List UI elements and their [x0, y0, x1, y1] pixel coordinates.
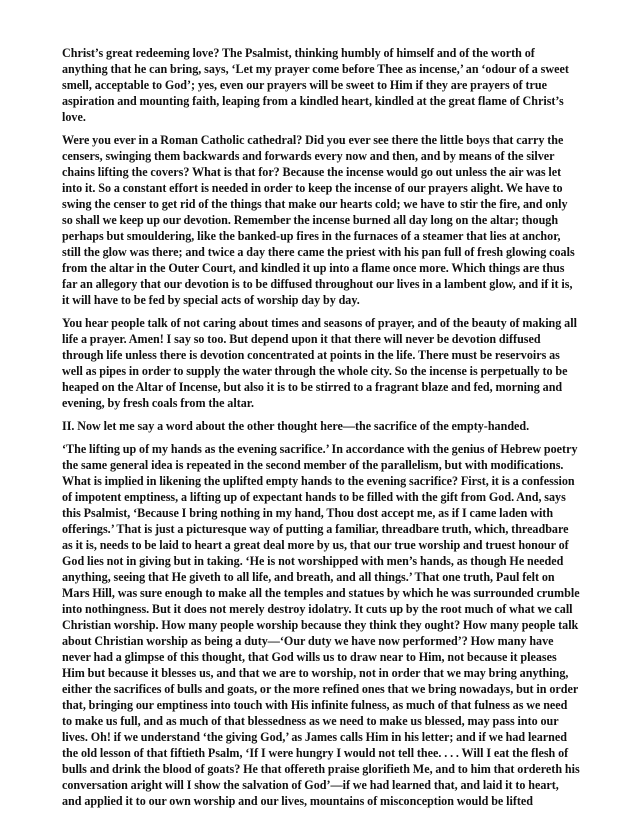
paragraph-section-two-heading: II. Now let me say a word about the other thought here—the sacrifice of the empty-handed.	[62, 419, 530, 433]
paragraph-redeeming-love: Christ’s great redeeming love? The Psalmist, thinking humbly of himself and of the worth of anything that he can bring, says, ‘Let my prayer come before Thee as incense,’ an ‘odour of a sweet smell, acceptable to God’; yes, even our prayers will be sweet to Him if they are prayers of true aspiration and mounting faith, leaping from a kindled heart, kindled at the great flame of Christ’s love.	[62, 46, 569, 124]
document-page	[62, 45, 580, 815]
paragraph-evening-sacrifice: ‘The lifting up of my hands as the evening sacrifice.’ In accordance with the genius of Hebrew poetry the same general idea is repeated in the second member of the parallelism, but with modifications. What is implied in likening the uplifted empty hands to the evening sacrifice? First, it is a confession of impotent emptiness, a lifting up of expectant hands to be filled with the gift from God. And, says this Psalmist, ‘Because I bring nothing in my hand, Thou dost accept me, as if I came laden with offerings.’ That is just a picturesque way of putting a familiar, threadbare truth, which, threadbare as it is, needs to be laid to heart a great deal more by us, that our true worship and truest honour of God lies not in giving but in taking. ‘He is not worshipped with men’s hands, as though He needed anything, seeing that He giveth to all life, and breath, and all things.’ That one truth, Paul felt on Mars Hill, was sure enough to make all the temples and statues by which he was surrounded crumble into nothingness. But it does not merely destroy idolatry. It cuts up by the root much of what we call Christian worship. How many people worship because they think they ought? How many people talk about Christian worship as being a duty—‘Our duty we have now performed’? How many have never had a glimpse of this thought, that God wills us to draw near to Him, not because it pleases Him but because it blesses us, and that we are to worship, not in order that we may bring anything, either the sacrifices of bulls and goats, or the more refined ones that we bring nowadays, but in order that, bringing our emptiness into touch with His infinite fulness, as much of that fulness as we need to make us full, and as much of that blessedness as we need to make us blessed, may pass into our lives. Oh! if we understand ‘the giving God,’ as James calls Him in his letter; and if we had learned the old lesson of that fiftieth Psalm, ‘If I were hungry I would not tell thee. . . . Will I eat the flesh of bulls and drink the blood of goats? He that offereth praise glorifieth Me, and to him that ordereth his conversation aright will I show the salvation of God’—if we had learned that, and laid it to heart, and applied it to our own worship and our lives, mountains of misconception would be lifted	[62, 442, 580, 808]
paragraph-cathedral-censers: Were you ever in a Roman Catholic cathedral? Did you ever see there the little boys that carry the censers, swinging them backwards and forwards every now and then, and by means of the silver chains lifting the covers? What is that for? Because the incense would go out unless the air was let into it. So a constant effort is needed in order to keep the incense of our prayers alight. We have to swing the censer to get rid of the things that make our hearts cold; we have to stir the fire, and only so shall we keep up our devotion. Remember the incense burned all day long on the altar; though perhaps but smouldering, like the banked-up fires in the furnaces of a steamer that lies at anchor, still the glow was there; and twice a day there came the priest with his pan full of fresh glowing coals from the altar in the Outer Court, and kindled it up into a flame once more. Which things are thus far an allegory that our devotion is to be diffused throughout our lives in a lambent glow, and if it is, it will have to be fed by special acts of worship day by day.	[62, 133, 575, 307]
paragraph-times-of-prayer: You hear people talk of not caring about times and seasons of prayer, and of the beauty of making all life a prayer. Amen! I say so too. But depend upon it that there will never be devotion diffused through life unless there is devotion concentrated at points in the life. There must be reservoirs as well as pipes in order to supply the water through the whole city. So the incense is perpetually to be heaped on the Altar of Incense, but also it is to be stirred to a fragrant blaze and fed, morning and evening, by fresh coals from the altar.	[62, 316, 577, 410]
